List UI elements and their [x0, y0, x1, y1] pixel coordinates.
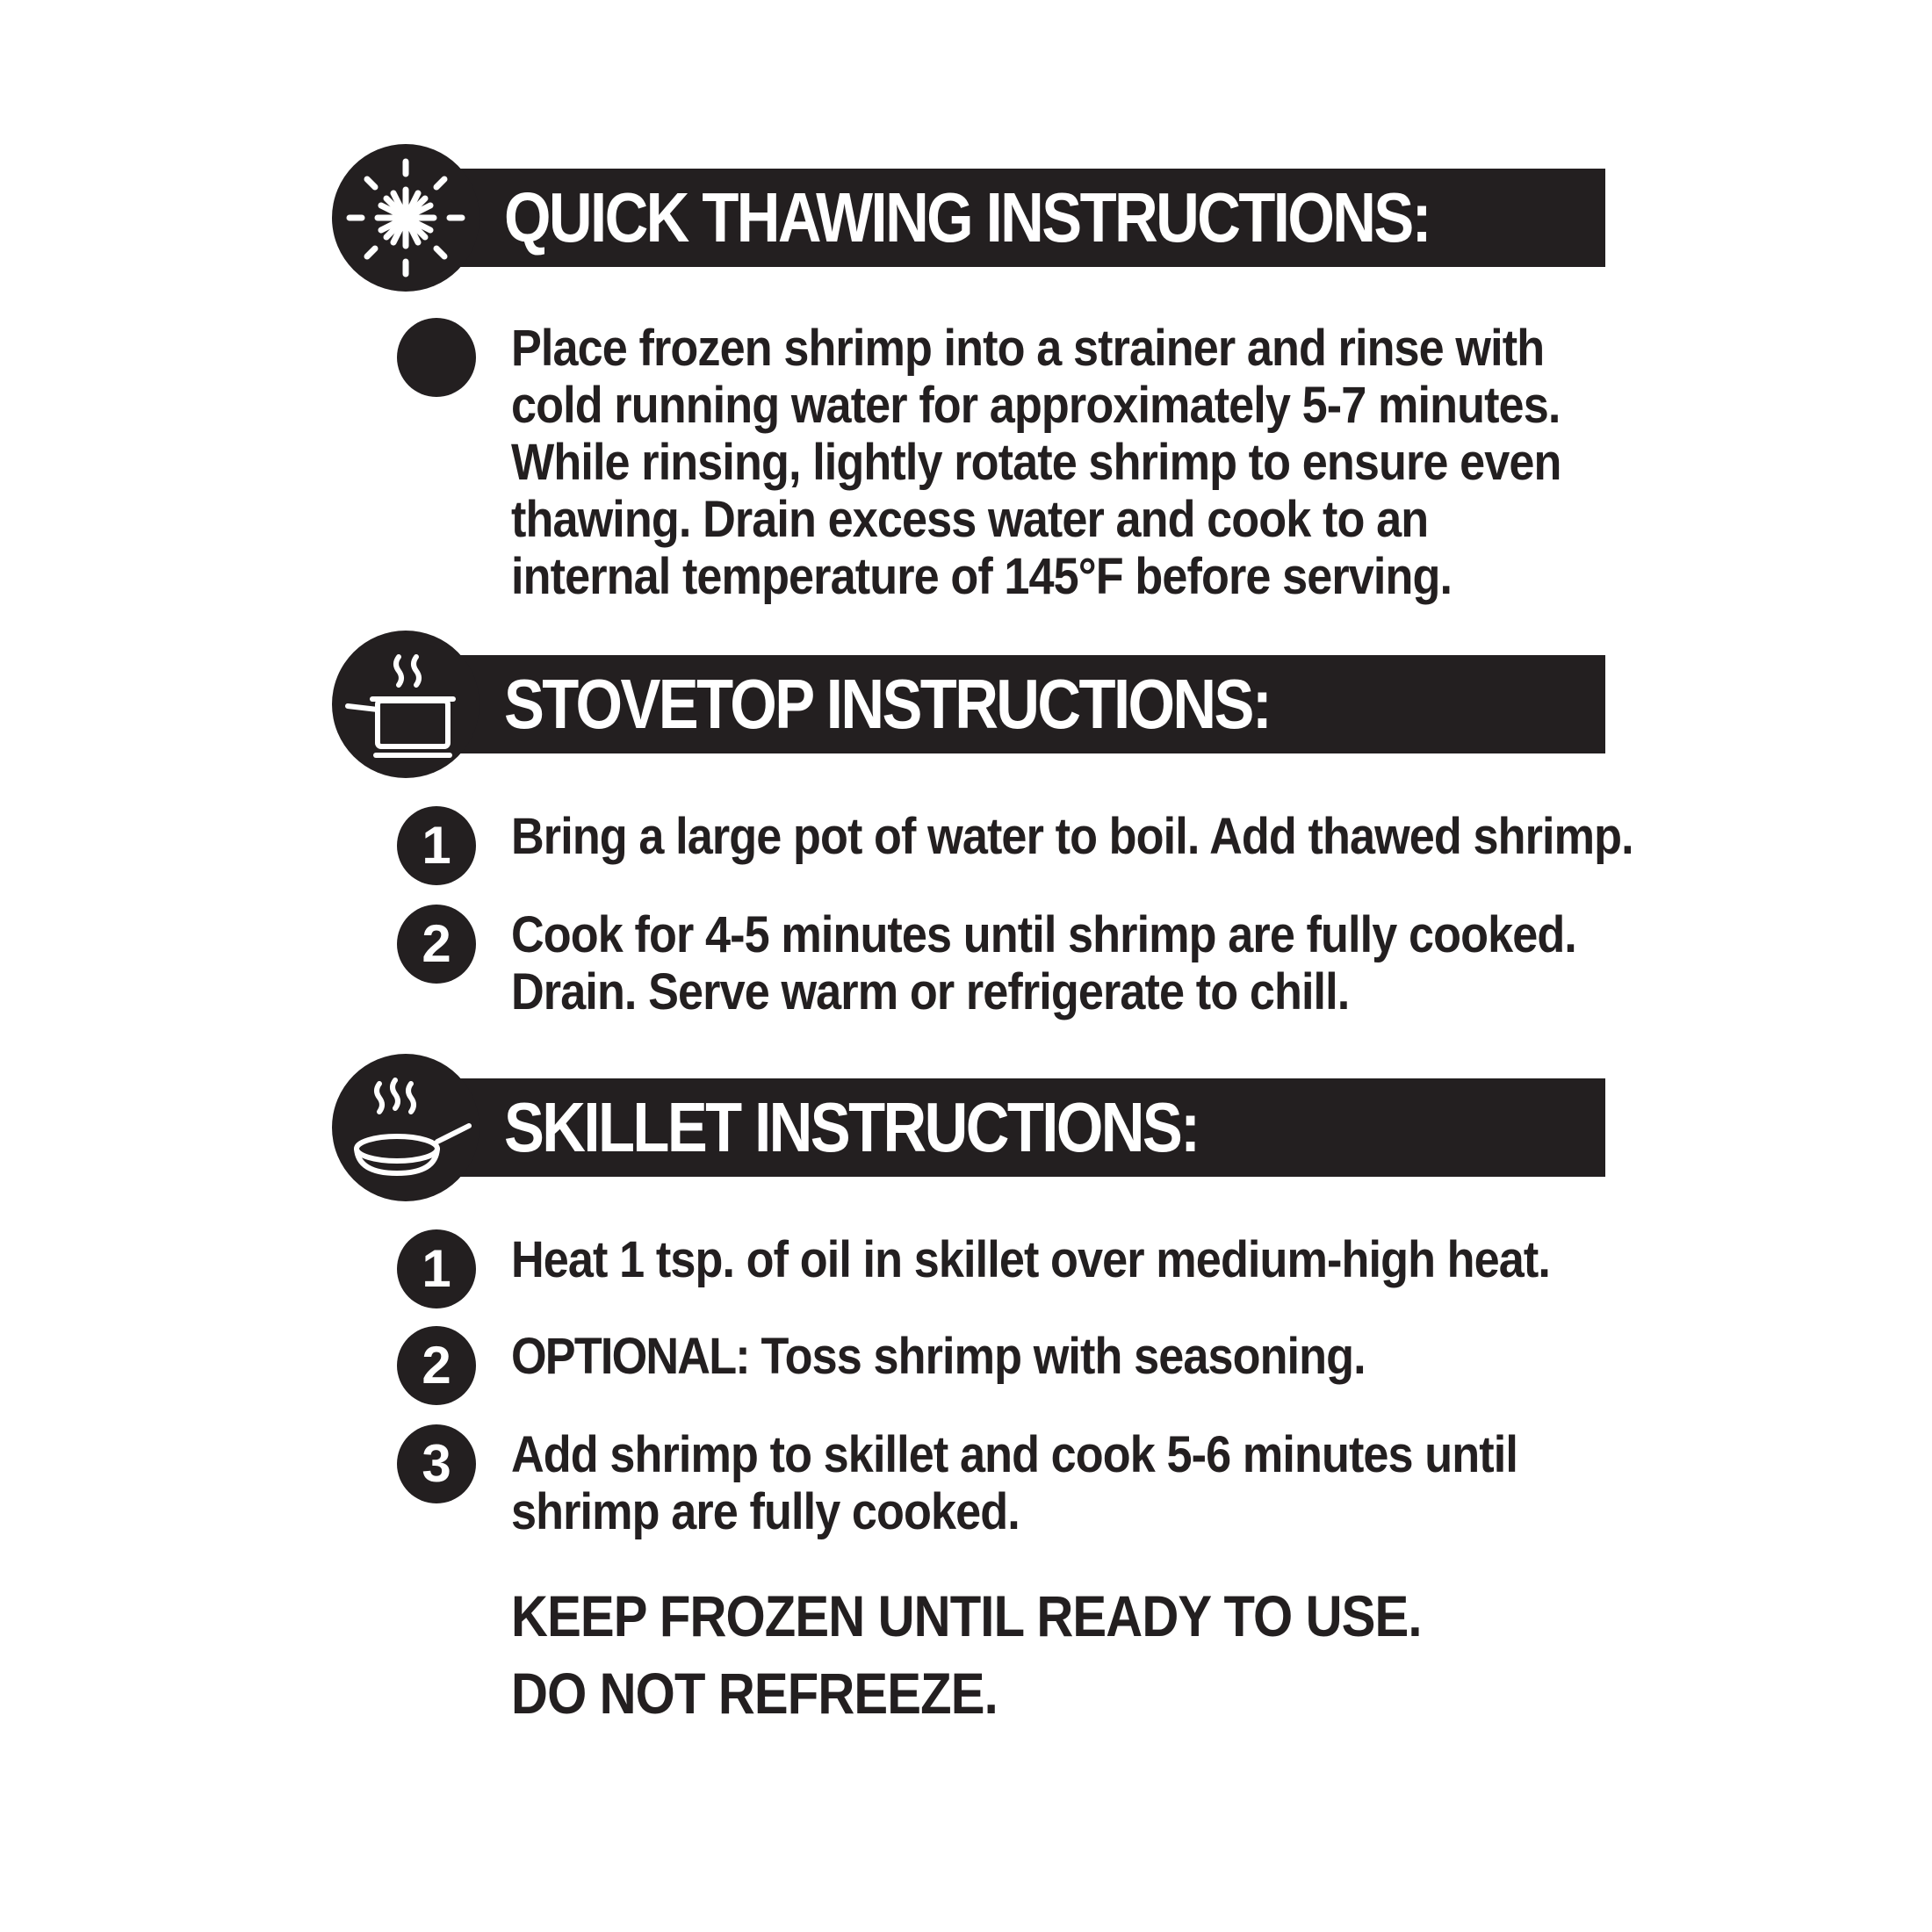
keep-frozen-warning: KEEP FROZEN UNTIL READY TO USE.: [511, 1583, 1422, 1648]
snowflake-icon: [332, 144, 479, 292]
step-number: 2: [397, 1326, 476, 1405]
step-line: thawing. Drain excess water and cook to an: [511, 491, 1429, 548]
step-bullet: [397, 318, 476, 397]
step-text: [511, 906, 1576, 1020]
stovetop-header: [332, 655, 1605, 753]
step-line-text: Toss shrimp with seasoning.: [748, 1328, 1366, 1385]
section-title: STOVETOP INSTRUCTIONS:: [504, 665, 1271, 743]
quick-thawing-header: [332, 169, 1605, 267]
step-text: [511, 320, 1561, 605]
section-title: QUICK THAWING INSTRUCTIONS:: [504, 178, 1431, 256]
step-number: 1: [397, 806, 476, 885]
step-line: Heat 1 tsp. of oil in skillet over medium-high heat.: [511, 1231, 1551, 1288]
step-number: 2: [397, 905, 476, 984]
steaming-pot-icon: [332, 631, 479, 778]
section-title: SKILLET INSTRUCTIONS:: [504, 1088, 1199, 1166]
step-line: Cook for 4-5 minutes until shrimp are fully cooked.: [511, 906, 1576, 963]
step-line: Drain. Serve warm or refrigerate to chill.: [511, 963, 1350, 1020]
skillet-header: [332, 1078, 1605, 1177]
step-line: While rinsing, lightly rotate shrimp to ensure even: [511, 434, 1561, 491]
step-line: internal temperature of 145°F before serving.: [511, 548, 1453, 605]
step-line: cold running water for approximately 5-7 minutes.: [511, 377, 1561, 434]
step-line: Add shrimp to skillet and cook 5-6 minutes until: [511, 1426, 1517, 1483]
step-text: [511, 1328, 1539, 1385]
step-text: [511, 1426, 1539, 1540]
step-line: Place frozen shrimp into a strainer and rinse with: [511, 320, 1545, 377]
step-line: [511, 1328, 1539, 1385]
step-line: shrimp are fully cooked.: [511, 1483, 1020, 1540]
step-number: 3: [397, 1424, 476, 1503]
optional-label: OPTIONAL:: [511, 1328, 749, 1385]
step-text: [511, 808, 1633, 865]
step-number: 1: [397, 1229, 476, 1308]
do-not-refreeze-warning: DO NOT REFREEZE.: [511, 1661, 998, 1726]
step-line: Bring a large pot of water to boil. Add thawed shrimp.: [511, 808, 1633, 865]
steaming-skillet-icon: [332, 1054, 479, 1201]
step-text: [511, 1231, 1551, 1288]
